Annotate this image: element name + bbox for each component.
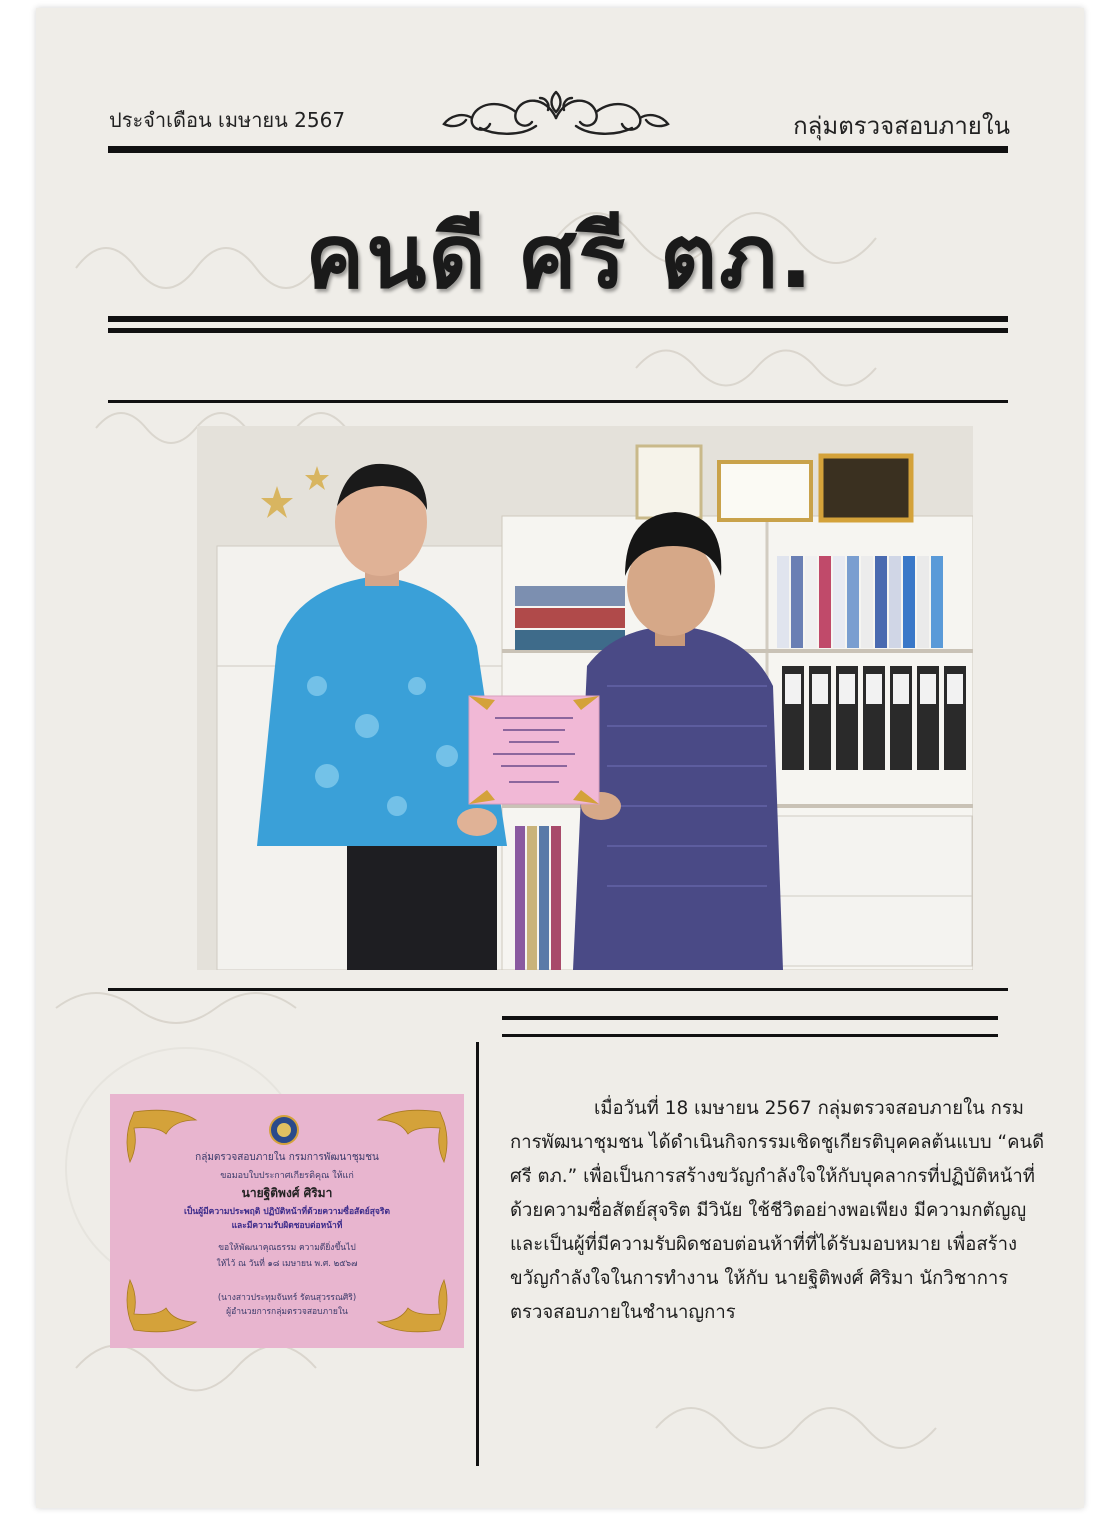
column-divider [476, 1042, 479, 1466]
cert-citation-2: และมีความรับผิดชอบต่อหน้าที่ [231, 1221, 343, 1231]
article-body [510, 1092, 1050, 1330]
page-title: คนดี ศรี ตภ. [305, 205, 815, 308]
photo-bottom-rule [108, 988, 1008, 991]
cert-citation-1: เป็นผู้มีความประพฤติ ปฏิบัติหน้าที่ด้วยความซื่อสัตย์สุจริต [183, 1207, 391, 1217]
article-paragraph: เมื่อวันที่ 18 เมษายน 2567 กลุ่มตรวจสอบภายใน กรมการพัฒนาชุมชน ได้ดำเนินกิจกรรมเชิดชูเกียรติบุคคลต้นแบบ “คนดี ศรี ตภ.” เพื่อเป็นการสร้างขวัญกำลังใจให้กับบุคลากรที่ปฏิบัติหน้าที่ด้วยความซื่อสัตย์สุจริต มีวินัย ใช้ชีวิตอย่างพอเพียง มีความกตัญญู และเป็นผู้ที่มีความรับผิดชอบต่อนห้าที่ที่ได้รับมอบหมาย เพื่อสร้างขวัญกำลังใจในการทำงาน ให้กับ นายฐิติพงศ์ ศิริมา นักวิชาการตรวจสอบภายในชำนาญการ [510, 1098, 1045, 1323]
issue-label: ประจำเดือน เมษายน 2567 [109, 108, 346, 132]
article-rule-upper [502, 1016, 998, 1020]
cert-presents: ขอมอบใบประกาศเกียรติคุณ ให้แก่ [220, 1171, 354, 1181]
department-label: กลุ่มตรวจสอบภายใน [793, 112, 1010, 140]
flourish-ornament-icon [436, 78, 676, 142]
photo-top-rule [108, 400, 1008, 403]
cert-wish: ขอให้พัฒนาคุณธรรม ความดียิ่งขึ้นไป [218, 1243, 356, 1253]
title-rule-lower [108, 328, 1008, 333]
top-rule [108, 146, 1008, 153]
award-ceremony-photo [197, 426, 973, 970]
cert-issuer: กลุ่มตรวจสอบภายใน กรมการพัฒนาชุมชน [195, 1152, 379, 1163]
certificate-thumbnail [110, 1094, 464, 1348]
newsletter-page [36, 8, 1084, 1508]
title-rule-upper [108, 316, 1008, 322]
article-rule-lower [502, 1034, 998, 1037]
cert-signer-title: ผู้อำนวยการกลุ่มตรวจสอบภายใน [226, 1307, 348, 1317]
cert-date: ให้ไว้ ณ วันที่ ๑๘ เมษายน พ.ศ. ๒๕๖๗ [216, 1259, 358, 1269]
award-ceremony-photo-icon [197, 426, 973, 970]
cert-signer: (นางสาวประทุมจันทร์ รัตนสุวรรณศิริ) [217, 1293, 357, 1303]
cert-recipient: นายฐิติพงศ์ ศิริมา [241, 1186, 333, 1200]
